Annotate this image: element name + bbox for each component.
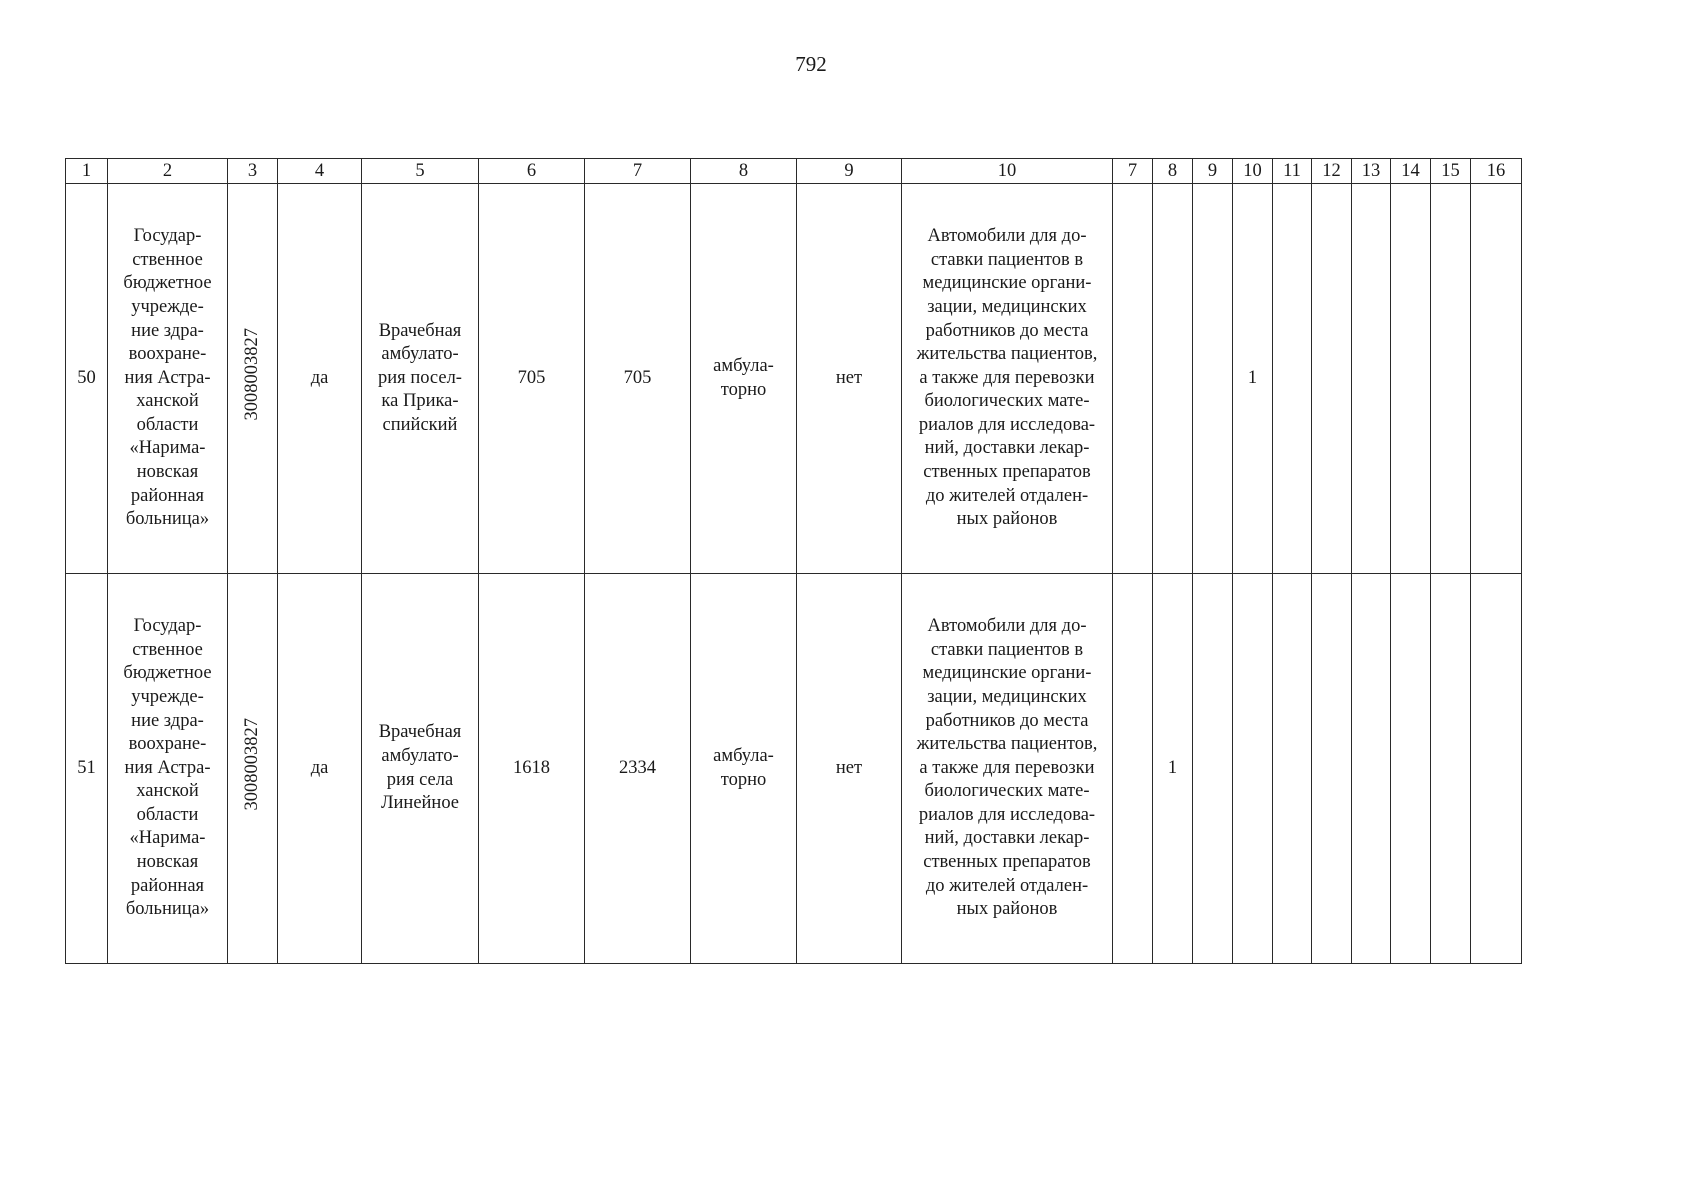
header-cell: 10 — [1233, 159, 1273, 184]
header-cell: 4 — [278, 159, 362, 184]
count-cell — [1312, 184, 1352, 574]
flag-cell: да — [278, 574, 362, 964]
inn-text: 3008003827 — [241, 718, 262, 811]
count-cell — [1312, 574, 1352, 964]
row-number-cell: 50 — [66, 184, 108, 574]
header-cell: 10 — [902, 159, 1113, 184]
count-cell: 1 — [1233, 184, 1273, 574]
header-cell: 13 — [1352, 159, 1391, 184]
count-cell — [1273, 574, 1312, 964]
header-cell: 7 — [585, 159, 691, 184]
count-cell — [1233, 574, 1273, 964]
count-cell — [1113, 574, 1153, 964]
table-row — [66, 574, 1522, 964]
header-cell: 5 — [362, 159, 479, 184]
care-type-cell: амбула- торно — [691, 184, 797, 574]
population-total-cell: 2334 — [585, 574, 691, 964]
count-cell — [1193, 574, 1233, 964]
header-cell: 6 — [479, 159, 585, 184]
inn-cell — [228, 574, 278, 964]
count-cell — [1391, 184, 1431, 574]
register-table — [65, 158, 1522, 964]
vehicle-purpose-cell: Автомобили для до- ставки пациентов в медицинские органи- зации, медицинских работников до места жительства пациентов, а также для перевозки биологических мате- риалов для исследова- ний, доставки лекар- ственных препаратов до жителей отдален- ных районов — [902, 184, 1113, 574]
organization-name-cell: Государ- ственное бюджетное учрежде- ние здра- воохране- ния Астра- ханской области «Нарима- новская районная больница» — [108, 184, 228, 574]
header-cell: 9 — [797, 159, 902, 184]
header-cell: 16 — [1471, 159, 1522, 184]
count-cell — [1431, 184, 1471, 574]
count-cell: 1 — [1153, 574, 1193, 964]
facility-name-cell: Врачебная амбулато- рия села Линейное — [362, 574, 479, 964]
header-cell: 8 — [1153, 159, 1193, 184]
answer-cell: нет — [797, 184, 902, 574]
flag-cell: да — [278, 184, 362, 574]
count-cell — [1471, 184, 1522, 574]
population-cell: 705 — [479, 184, 585, 574]
answer-cell: нет — [797, 574, 902, 964]
header-cell: 11 — [1273, 159, 1312, 184]
table-row — [66, 184, 1522, 574]
inn-cell — [228, 184, 278, 574]
header-cell: 1 — [66, 159, 108, 184]
header-cell: 9 — [1193, 159, 1233, 184]
count-cell — [1471, 574, 1522, 964]
count-cell — [1153, 184, 1193, 574]
count-cell — [1431, 574, 1471, 964]
organization-name-cell: Государ- ственное бюджетное учрежде- ние здра- воохране- ния Астра- ханской области «Нарима- новская районная больница» — [108, 574, 228, 964]
count-cell — [1391, 574, 1431, 964]
page-number: 792 — [795, 52, 827, 76]
facility-name-cell: Врачебная амбулато- рия посел- ка Прика- спийский — [362, 184, 479, 574]
population-total-cell: 705 — [585, 184, 691, 574]
header-row — [66, 159, 1522, 184]
header-cell: 14 — [1391, 159, 1431, 184]
row-number-cell: 51 — [66, 574, 108, 964]
count-cell — [1193, 184, 1233, 574]
vehicle-purpose-cell: Автомобили для до- ставки пациентов в медицинские органи- зации, медицинских работников до места жительства пациентов, а также для перевозки биологических мате- риалов для исследова- ний, доставки лекар- ственных препаратов до жителей отдален- ных районов — [902, 574, 1113, 964]
header-cell: 2 — [108, 159, 228, 184]
header-cell: 12 — [1312, 159, 1352, 184]
count-cell — [1113, 184, 1153, 574]
header-cell: 8 — [691, 159, 797, 184]
care-type-cell: амбула- торно — [691, 574, 797, 964]
inn-text: 3008003827 — [241, 328, 262, 421]
header-cell: 15 — [1431, 159, 1471, 184]
count-cell — [1273, 184, 1312, 574]
header-cell: 3 — [228, 159, 278, 184]
count-cell — [1352, 574, 1391, 964]
population-cell: 1618 — [479, 574, 585, 964]
count-cell — [1352, 184, 1391, 574]
header-cell: 7 — [1113, 159, 1153, 184]
